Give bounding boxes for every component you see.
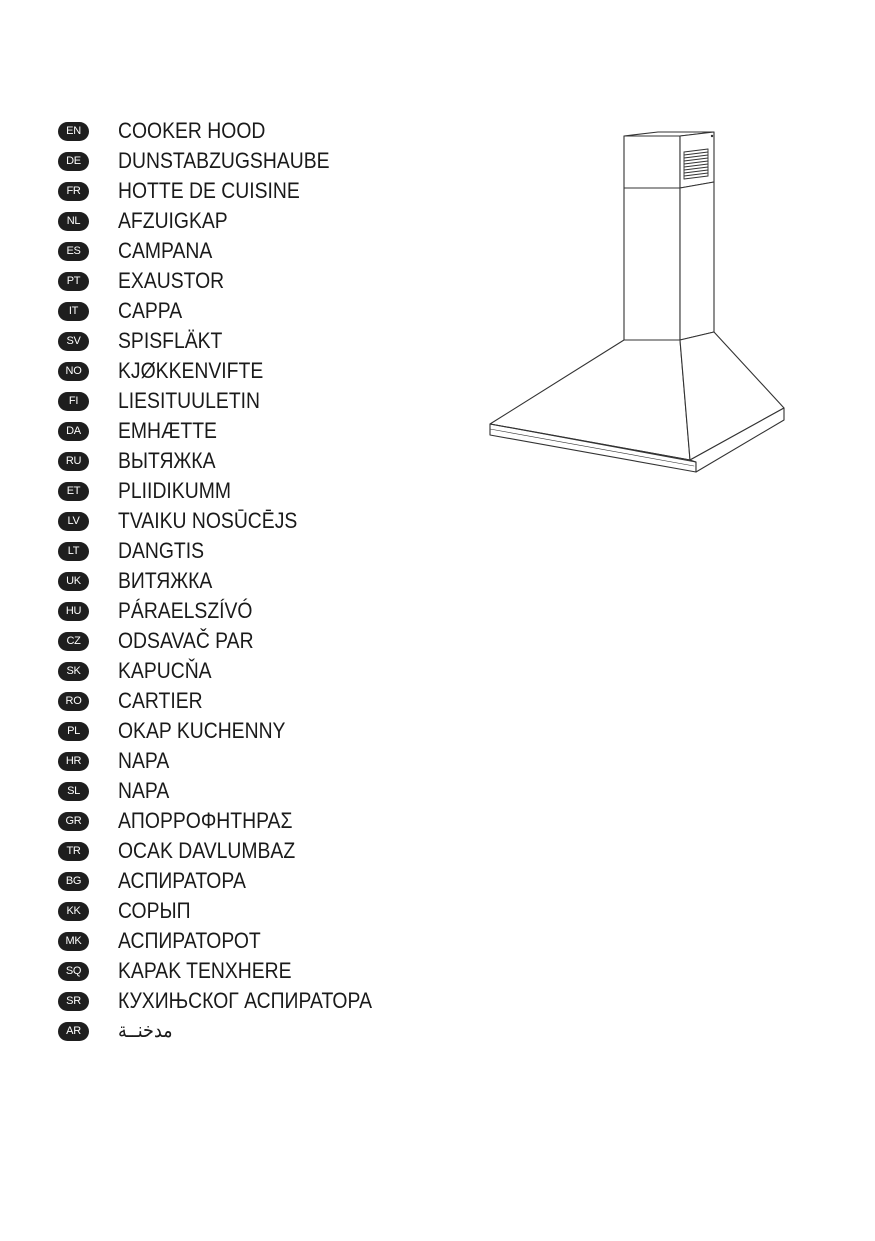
language-badge-pl: PL — [58, 722, 89, 741]
language-label-sk: KAPUCŇA — [118, 658, 212, 683]
language-label-no: KJØKKENVIFTE — [118, 358, 264, 383]
language-badge-lt: LT — [58, 542, 89, 561]
language-badge-no: NO — [58, 362, 89, 381]
language-badge-da: DA — [58, 422, 89, 441]
language-badge-hu: HU — [58, 602, 89, 621]
language-badge-hr: HR — [58, 752, 89, 771]
language-badge-uk: UK — [58, 572, 89, 591]
language-label-uk: ВИТЯЖКА — [118, 568, 213, 593]
upper-chimney-front — [624, 136, 680, 188]
language-badge-et: ET — [58, 482, 89, 501]
language-badge-kk: KK — [58, 902, 89, 921]
language-label-ro: CARTIER — [118, 688, 203, 713]
language-row-ro — [58, 686, 407, 716]
language-badge-fr: FR — [58, 182, 89, 201]
language-label-es: CAMPANA — [118, 238, 213, 263]
language-row-lv — [58, 506, 407, 536]
language-row-sv — [58, 326, 407, 356]
language-badge-en: EN — [58, 122, 89, 141]
language-row-lt — [58, 536, 407, 566]
language-row-uk — [58, 566, 407, 596]
language-badge-cz: CZ — [58, 632, 89, 651]
language-row-bg — [58, 866, 407, 896]
language-badge-gr: GR — [58, 812, 89, 831]
chimney-cooker-hood-icon — [486, 122, 788, 477]
language-label-hr: NAPA — [118, 748, 170, 773]
language-label-pl: OKAP KUCHENNY — [118, 718, 286, 743]
language-badge-nl: NL — [58, 212, 89, 231]
language-label-kk: СОРЫП — [118, 898, 191, 923]
language-row-fr — [58, 176, 407, 206]
language-label-it: CAPPA — [118, 298, 183, 323]
language-row-pl — [58, 716, 407, 746]
language-label-de: DUNSTABZUGSHAUBE — [118, 148, 330, 173]
language-label-gr: ΑΠΟΡΡΟΦΗΤΗΡΑΣ — [118, 808, 293, 833]
language-badge-sk: SK — [58, 662, 89, 681]
language-badge-es: ES — [58, 242, 89, 261]
language-row-hr — [58, 746, 407, 776]
language-label-ru: ВЫТЯЖКА — [118, 448, 216, 473]
language-label-mk: АСПИРАТОРОТ — [118, 928, 261, 953]
language-row-kk — [58, 896, 407, 926]
language-badge-ru: RU — [58, 452, 89, 471]
language-row-da — [58, 416, 407, 446]
language-row-mk — [58, 926, 407, 956]
language-row-sr — [58, 986, 407, 1016]
language-row-es — [58, 236, 407, 266]
language-row-it — [58, 296, 407, 326]
language-label-hu: PÁRAELSZÍVÓ — [118, 598, 253, 623]
language-row-sq — [58, 956, 407, 986]
language-row-de — [58, 146, 407, 176]
language-badge-fi: FI — [58, 392, 89, 411]
language-row-fi — [58, 386, 407, 416]
language-row-no — [58, 356, 407, 386]
language-badge-de: DE — [58, 152, 89, 171]
language-badge-it: IT — [58, 302, 89, 321]
language-label-nl: AFZUIGKAP — [118, 208, 228, 233]
language-badge-lv: LV — [58, 512, 89, 531]
language-label-da: EMHÆTTE — [118, 418, 217, 443]
language-row-et — [58, 476, 407, 506]
language-row-gr — [58, 806, 407, 836]
language-row-hu — [58, 596, 407, 626]
language-label-bg: АСПИРАТОРА — [118, 868, 246, 893]
language-badge-mk: MK — [58, 932, 89, 951]
language-badge-sq: SQ — [58, 962, 89, 981]
language-badge-sv: SV — [58, 332, 89, 351]
language-label-sl: NAPA — [118, 778, 170, 803]
language-label-sr: КУХИЊСКОГ АСПИРАТОРА — [118, 988, 373, 1013]
language-badge-ar: AR — [58, 1022, 89, 1041]
language-row-ar — [58, 1016, 407, 1046]
language-label-pt: EXAUSTOR — [118, 268, 225, 293]
language-label-ar: مدخنــة — [118, 1020, 173, 1042]
language-badge-tr: TR — [58, 842, 89, 861]
language-label-sv: SPISFLÄKT — [118, 328, 223, 353]
language-row-en — [58, 116, 407, 146]
language-label-cz: ODSAVAČ PAR — [118, 628, 254, 653]
language-label-et: PLIIDIKUMM — [118, 478, 231, 503]
upper-chimney-side — [680, 132, 714, 188]
language-label-en: COOKER HOOD — [118, 118, 266, 143]
language-row-tr — [58, 836, 407, 866]
language-row-ru — [58, 446, 407, 476]
language-label-sq: KAPAK TENXHERE — [118, 958, 292, 983]
language-label-fi: LIESITUULETIN — [118, 388, 261, 413]
language-label-lv: TVAIKU NOSŪCĒJS — [118, 508, 298, 533]
language-row-nl — [58, 206, 407, 236]
lower-chimney-front — [624, 188, 680, 340]
language-badge-sr: SR — [58, 992, 89, 1011]
language-badge-ro: RO — [58, 692, 89, 711]
language-row-cz — [58, 626, 407, 656]
language-badge-sl: SL — [58, 782, 89, 801]
language-list — [58, 116, 407, 1046]
lower-chimney-side — [680, 182, 714, 340]
language-row-sk — [58, 656, 407, 686]
language-badge-bg: BG — [58, 872, 89, 891]
language-row-sl — [58, 776, 407, 806]
language-row-pt — [58, 266, 407, 296]
language-label-lt: DANGTIS — [118, 538, 205, 563]
language-badge-pt: PT — [58, 272, 89, 291]
language-label-tr: OCAK DAVLUMBAZ — [118, 838, 296, 863]
language-label-fr: HOTTE DE CUISINE — [118, 178, 300, 203]
